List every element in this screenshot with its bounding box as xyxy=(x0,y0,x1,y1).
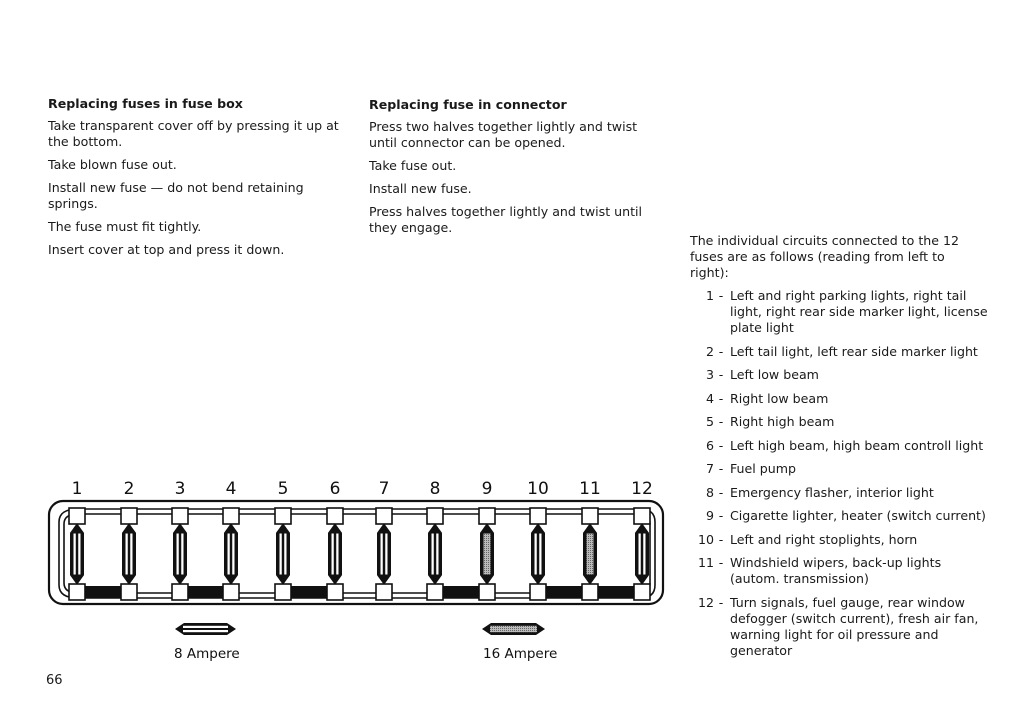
circuit-number: 1 xyxy=(705,288,714,303)
fuse-2[interactable] xyxy=(121,508,137,600)
circuit-description: Left high beam, high beam controll light xyxy=(730,437,984,453)
circuit-dash: - xyxy=(718,437,724,453)
fuse-12[interactable] xyxy=(634,508,650,600)
circuit-number: 5 xyxy=(705,414,714,429)
bottom-terminal xyxy=(327,584,343,600)
bottom-terminal xyxy=(479,584,495,600)
fuse-glass xyxy=(586,533,594,575)
fuse-box-heading: Replacing fuses in fuse box xyxy=(48,96,243,111)
circuit-description: Cigarette lighter, heater (switch current) xyxy=(730,508,986,523)
fuse-number: 3 xyxy=(174,479,186,499)
circuit-dash: - xyxy=(718,414,724,429)
bottom-terminal xyxy=(121,584,137,600)
circuit-intro: The individual circuits connected to the 12 fuses are as follows (reading from left to right): xyxy=(690,233,960,280)
bottom-bridges xyxy=(77,586,642,598)
fuse-number: 11 xyxy=(579,479,601,499)
fuse-9[interactable] xyxy=(479,508,495,600)
fuse-6[interactable] xyxy=(327,508,343,600)
circuit-dash: - xyxy=(718,555,724,570)
circuit-description: Fuel pump xyxy=(730,461,797,476)
fuse-glass xyxy=(483,533,491,575)
fuse-number: 9 xyxy=(481,479,493,499)
circuit-description: Right low beam xyxy=(730,390,829,406)
circuit-description: Emergency flasher, interior light xyxy=(730,484,934,500)
circuit-description: Left tail light, left rear side marker light xyxy=(730,343,978,359)
bottom-terminal xyxy=(634,584,650,600)
circuit-number: 7 xyxy=(705,461,714,476)
step: The fuse must fit tightly. xyxy=(48,219,202,234)
circuit-dash: - xyxy=(718,343,724,359)
circuit-number: 11 xyxy=(697,555,714,570)
step: Insert cover at top and press it down. xyxy=(48,242,285,257)
circuit-description: Left low beam xyxy=(730,367,819,382)
inner-track xyxy=(64,514,650,593)
legend-fuse-glass xyxy=(490,626,537,632)
step: Press halves together lightly and twist until they engage. xyxy=(369,204,643,235)
circuit-dash: - xyxy=(718,461,724,476)
bottom-terminal xyxy=(223,584,239,600)
bottom-terminal xyxy=(172,584,188,600)
circuit-description: Windshield wipers, back-up lights (autom. transmission) xyxy=(730,555,942,586)
circuit-number: 10 xyxy=(697,531,714,547)
legend-8a-label: 8 Ampere xyxy=(174,646,240,662)
fuse-7[interactable] xyxy=(376,508,392,600)
fuse-4[interactable] xyxy=(223,508,239,600)
top-terminal xyxy=(427,508,443,524)
circuit-description: Right high beam xyxy=(730,414,835,429)
top-terminal xyxy=(582,508,598,524)
fuse-8[interactable] xyxy=(427,508,443,600)
legend-fuse-8a-icon xyxy=(175,623,236,635)
circuit-number: 3 xyxy=(705,367,714,382)
fuse-legend xyxy=(174,623,557,662)
bottom-terminal xyxy=(275,584,291,600)
circuit-dash: - xyxy=(718,288,724,303)
fuse-10[interactable] xyxy=(530,508,546,600)
legend-16a-label: 16 Ampere xyxy=(483,646,558,662)
fuse-number: 6 xyxy=(329,479,341,499)
step: Install new fuse — do not bend retaining springs. xyxy=(48,180,304,211)
top-terminal xyxy=(275,508,291,524)
top-terminal xyxy=(69,508,85,524)
top-terminal xyxy=(172,508,188,524)
legend-fuse-16a-icon xyxy=(482,623,545,635)
fuse-number-labels xyxy=(72,479,653,499)
fuse-number: 12 xyxy=(631,479,653,499)
step: Take fuse out. xyxy=(369,158,457,173)
step: Take transparent cover off by pressing it up at the bottom. xyxy=(48,118,339,149)
top-terminal xyxy=(376,508,392,524)
step: Take blown fuse out. xyxy=(48,157,177,172)
step: Install new fuse. xyxy=(369,181,472,196)
circuit-description: Turn signals, fuel gauge, rear window defogger (switch current), fresh air fan, warning light for oil pressure and generator xyxy=(730,594,979,658)
top-terminal xyxy=(327,508,343,524)
circuit-number: 4 xyxy=(705,390,714,406)
circuit-dash: - xyxy=(718,390,724,406)
top-terminal xyxy=(479,508,495,524)
top-terminal xyxy=(121,508,137,524)
outer-track xyxy=(59,509,655,598)
top-terminal xyxy=(530,508,546,524)
fuse-3[interactable] xyxy=(172,508,188,600)
fuse-number: 5 xyxy=(277,479,289,499)
connector-heading: Replacing fuse in connector xyxy=(369,97,567,112)
circuit-description: Left and right parking lights, right tail light, right rear side marker light, license plate light xyxy=(730,288,988,335)
circuit-dash: - xyxy=(718,367,724,382)
top-terminal xyxy=(223,508,239,524)
circuit-dash: - xyxy=(718,508,724,523)
circuit-number: 9 xyxy=(705,508,714,523)
fuse-1[interactable] xyxy=(69,508,85,600)
top-terminal xyxy=(634,508,650,524)
fuse-number: 8 xyxy=(429,479,441,499)
fuse-number: 7 xyxy=(378,479,390,499)
fuse-number: 2 xyxy=(123,479,135,499)
circuit-number: 6 xyxy=(705,437,714,453)
bottom-terminal xyxy=(530,584,546,600)
circuit-number: 8 xyxy=(705,484,714,500)
fuse-number: 10 xyxy=(527,479,549,499)
circuit-dash: - xyxy=(718,594,724,610)
bottom-terminal xyxy=(69,584,85,600)
bottom-terminal xyxy=(376,584,392,600)
fuse-number: 1 xyxy=(71,479,83,499)
circuit-number: 12 xyxy=(697,594,714,610)
circuit-description: Left and right stoplights, horn xyxy=(730,531,918,547)
bottom-terminal xyxy=(582,584,598,600)
circuit-dash: - xyxy=(718,484,724,500)
step: Press two halves together lightly and twist until connector can be opened. xyxy=(369,119,638,150)
circuit-number: 2 xyxy=(705,343,714,359)
fuse-11[interactable] xyxy=(582,508,598,600)
circuit-dash: - xyxy=(718,531,724,547)
bottom-terminal xyxy=(427,584,443,600)
page-number: 66 xyxy=(46,673,63,688)
fuse-5[interactable] xyxy=(275,508,291,600)
fuse-number: 4 xyxy=(225,479,237,499)
